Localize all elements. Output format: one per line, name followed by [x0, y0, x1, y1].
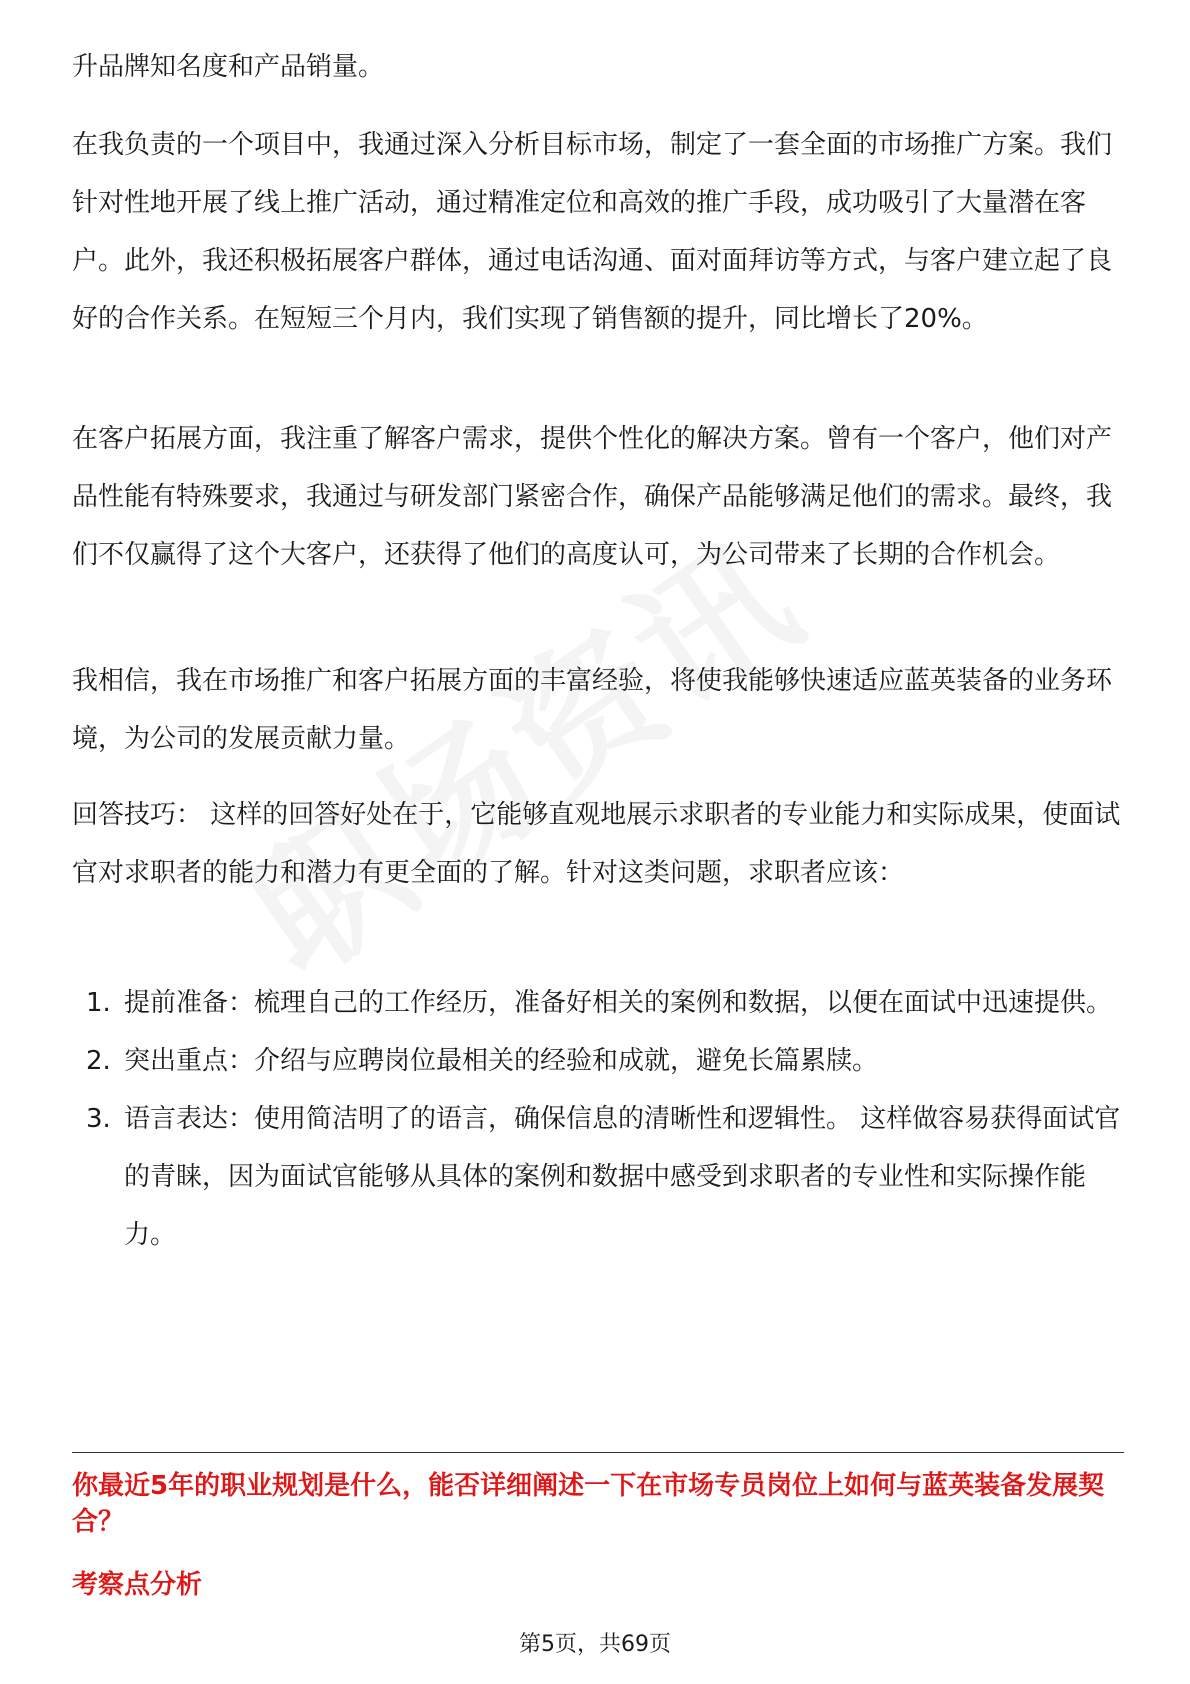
list-number: 1.	[86, 988, 111, 1018]
question-heading: 你最近5年的职业规划是什么，能否详细阐述一下在市场专员岗位上如何与蓝英装备发展契合？	[72, 1471, 1105, 1537]
tips-list	[72, 974, 1122, 1264]
paragraph-tips-intro: 回答技巧： 这样的回答好处在于，它能够直观地展示求职者的专业能力和实际成果，使面试官对求职者的能力和潜力有更全面的了解。针对这类问题，求职者应该：	[72, 800, 1121, 888]
paragraph-client: 在客户拓展方面，我注重了解客户需求，提供个性化的解决方案。曾有一个客户，他们对产品性能有特殊要求，我通过与研发部门紧密合作，确保产品能够满足他们的需求。最终，我们不仅赢得了这个大客户，还获得了他们的高度认可，为公司带来了长期的合作机会。	[72, 424, 1113, 570]
list-item	[72, 974, 1122, 1032]
paragraph-belief: 我相信，我在市场推广和客户拓展方面的丰富经验，将使我能够快速适应蓝英装备的业务环境，为公司的发展贡献力量。	[72, 666, 1113, 754]
paragraph-project: 在我负责的一个项目中，我通过深入分析目标市场，制定了一套全面的市场推广方案。我们针对性地开展了线上推广活动，通过精准定位和高效的推广手段，成功吸引了大量潜在客户。此外，我还积极拓展客户群体，通过电话沟通、面对面拜访等方式，与客户建立起了良好的合作关系。在短短三个月内，我们实现了销售额的提升，同比增长了20%。	[72, 130, 1113, 334]
list-number: 2.	[86, 1046, 111, 1076]
list-item	[72, 1032, 1122, 1090]
paragraph-intro-tail: 升品牌知名度和产品销量。	[72, 52, 385, 82]
section-divider	[72, 1452, 1124, 1453]
list-number: 3.	[86, 1104, 111, 1134]
analysis-subheading: 考察点分析	[72, 1570, 203, 1600]
list-text: 语言表达：使用简洁明了的语言，确保信息的清晰性和逻辑性。 这样做容易获得面试官的青睐，因为面试官能够从具体的案例和数据中感受到求职者的专业性和实际操作能力。	[124, 1104, 1121, 1250]
page-footer: 第5页，共69页	[519, 1632, 671, 1657]
list-item	[72, 1090, 1122, 1264]
list-text: 突出重点：介绍与应聘岗位最相关的经验和成就，避免长篇累牍。	[124, 1046, 879, 1076]
list-text: 提前准备：梳理自己的工作经历，准备好相关的案例和数据，以便在面试中迅速提供。	[124, 988, 1113, 1018]
